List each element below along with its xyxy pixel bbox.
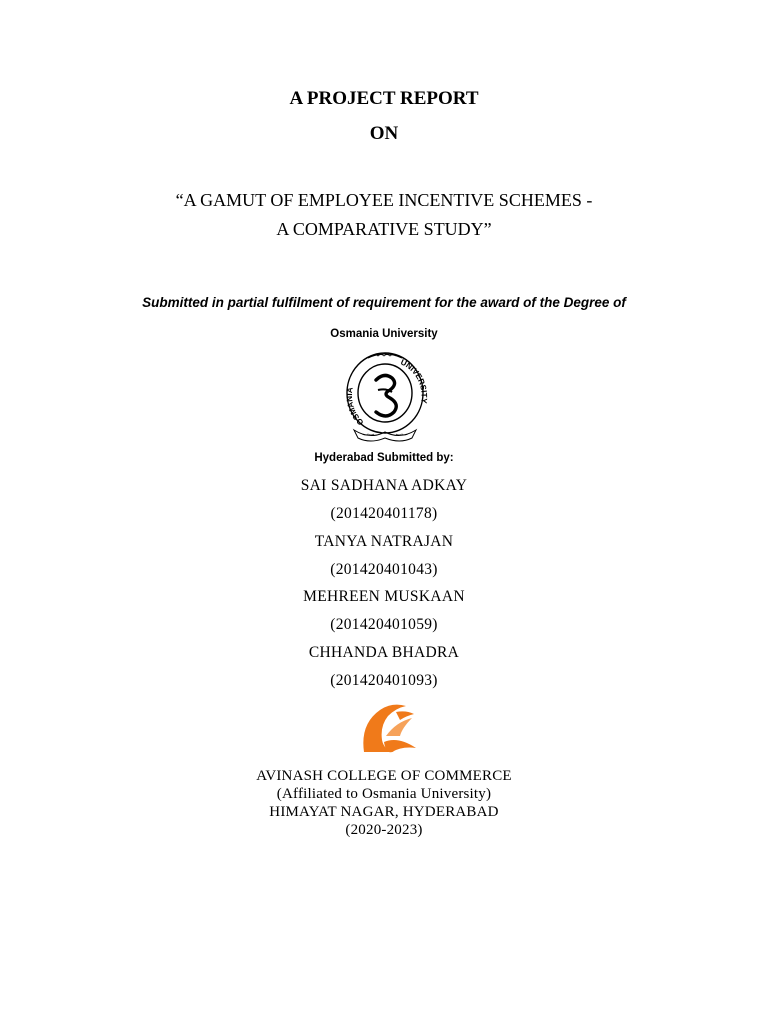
student-id: (201420401093)	[330, 672, 438, 689]
student-id: (201420401178)	[330, 505, 438, 522]
topic-line-2: A COMPARATIVE STUDY”	[276, 219, 492, 239]
osmania-university-seal	[340, 346, 430, 446]
svg-text:OSMANIA	[345, 386, 366, 427]
submitted-note: Submitted in partial fulfilment of requirement for the award of the Degree of	[142, 295, 626, 310]
college-affiliation: (Affiliated to Osmania University)	[276, 786, 492, 802]
student-name: CHHANDA BHADRA	[308, 644, 460, 661]
student-name: TANYA NATRAJAN	[314, 533, 454, 550]
submitted-by-label: Hyderabad Submitted by:	[314, 452, 454, 464]
university-name: Osmania University	[330, 328, 438, 340]
report-on: ON	[369, 123, 399, 144]
student-name: SAI SADHANA ADKAY	[300, 477, 468, 494]
avinash-college-logo	[356, 702, 420, 758]
student-id: (201420401059)	[330, 616, 438, 633]
topic-line-1: “A GAMUT OF EMPLOYEE INCENTIVE SCHEMES -	[175, 190, 593, 210]
svg-text:UNIVERSITY	[399, 358, 429, 405]
college-years: (2020-2023)	[345, 822, 423, 838]
student-name: MEHREEN MUSKAAN	[303, 588, 465, 605]
report-heading: A PROJECT REPORT	[289, 88, 479, 109]
seal-text-right: UNIVERSITY	[399, 357, 429, 404]
college-name: AVINASH COLLEGE OF COMMERCE	[256, 768, 512, 784]
college-address: HIMAYAT NAGAR, HYDERABAD	[269, 804, 499, 820]
seal-text-left: OSMANIA	[344, 386, 366, 428]
student-id: (201420401043)	[330, 561, 438, 578]
